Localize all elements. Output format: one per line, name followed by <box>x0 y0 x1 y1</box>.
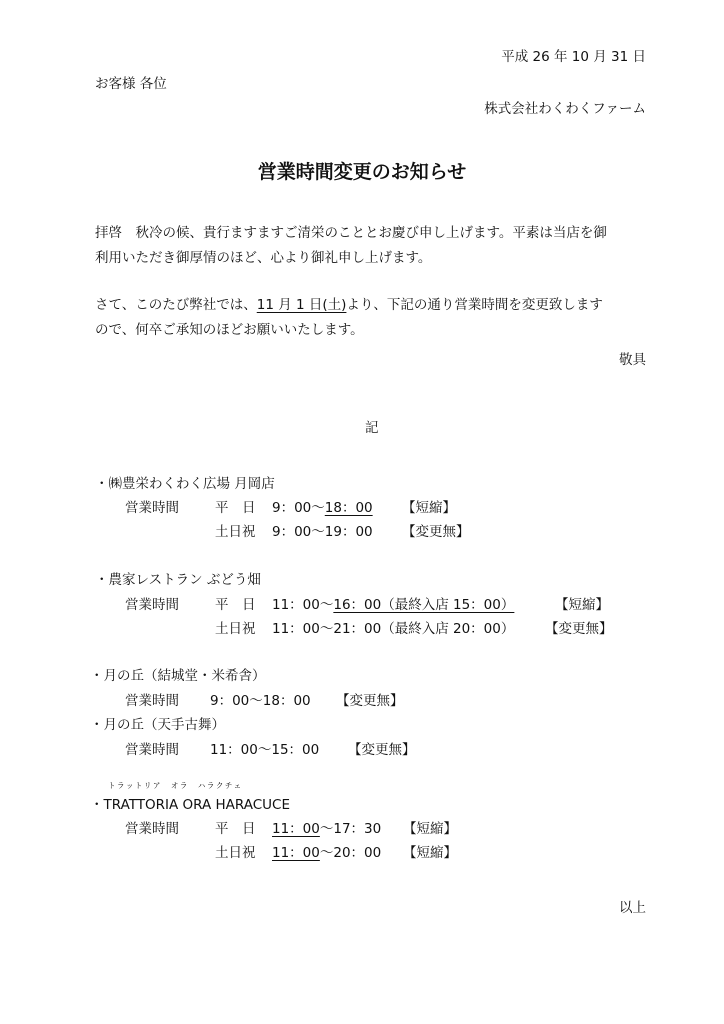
store-4-name: ・月の丘（天手古舞） <box>90 717 225 733</box>
store-1-weekend-tag: 【変更無】 <box>402 524 470 540</box>
paragraph-2-line-1 <box>95 293 603 313</box>
store-2-weekend-tag: 【変更無】 <box>545 621 613 637</box>
store-5-weekday-start: 11：00 <box>272 821 320 837</box>
store-1-hours-label: 営業時間 <box>125 500 179 516</box>
change-date: 11 月 1 日(土) <box>256 297 347 313</box>
store-5-weekday-end: 〜17：30 <box>319 821 382 837</box>
store-5-weekend-time <box>272 841 381 861</box>
store-2-weekend-time: 11：00〜21：00（最終入店 20：00） <box>272 621 515 637</box>
store-2-weekday-end: 16：00（最終入店 15：00） <box>333 597 515 613</box>
store-2-weekday-label: 平 日 <box>215 597 256 613</box>
store-5-weekend-tag: 【短縮】 <box>403 845 457 861</box>
sender: 株式会社わくわくファーム <box>484 101 646 117</box>
store-2-name: ・農家レストラン ぶどう畑 <box>95 572 261 588</box>
ki-heading: 記 <box>365 420 379 436</box>
store-3-hours-label: 営業時間 <box>125 693 179 709</box>
store-5-hours-label: 営業時間 <box>125 821 179 837</box>
store-1-weekday-start: 9：00〜 <box>272 500 325 516</box>
closing-ijou: 以上 <box>619 900 646 916</box>
store-5-name: ・TRATTORIA ORA HARACUCE <box>90 797 291 813</box>
store-1-weekend-label: 土日祝 <box>215 524 256 540</box>
store-4-hours-label: 営業時間 <box>125 742 179 758</box>
store-3-name: ・月の丘（結城堂・米希舎） <box>90 668 266 684</box>
store-1-name: ・㈱豊栄わくわく広場 月岡店 <box>95 476 275 492</box>
store-2-weekend-label: 土日祝 <box>215 621 256 637</box>
store-3-time: 9：00〜18：00 <box>210 693 311 709</box>
paragraph-1-line-1: 拝啓 秋冷の候、貴行ますますご清栄のこととお慶び申し上げます。平素は当店を御 <box>95 225 607 241</box>
store-5-weekend-label: 土日祝 <box>215 845 256 861</box>
store-2-weekday-time <box>272 593 514 613</box>
paragraph-2-line-2: ので、何卒ご承知のほどお願いいたします。 <box>95 322 364 338</box>
store-1-weekday-end: 18：00 <box>324 500 373 516</box>
store-2-weekday-start: 11：00〜 <box>272 597 334 613</box>
store-3-tag: 【変更無】 <box>336 693 404 709</box>
store-5-ruby: トラットリア オラ ハラクチェ <box>108 781 243 790</box>
store-2-hours-label: 営業時間 <box>125 597 179 613</box>
store-5-weekend-end: 〜20：00 <box>319 845 382 861</box>
store-1-weekday-time <box>272 496 373 516</box>
paragraph-1-line-2: 利用いただき御厚情のほど、心より御礼申し上げます。 <box>95 250 432 266</box>
store-1-weekday-label: 平 日 <box>215 500 256 516</box>
store-2-weekday-tag: 【短縮】 <box>555 597 609 613</box>
store-1-weekend-time: 9：00〜19：00 <box>272 524 373 540</box>
store-5-weekday-time <box>272 817 381 837</box>
store-5-weekend-start: 11：00 <box>272 845 320 861</box>
date: 平成 26 年 10 月 31 日 <box>501 49 646 65</box>
store-4-tag: 【変更無】 <box>348 742 416 758</box>
paragraph-2-intro: さて、このたび弊社では、 <box>95 297 257 313</box>
store-4-time: 11：00〜15：00 <box>210 742 320 758</box>
page-title: 営業時間変更のお知らせ <box>257 161 467 183</box>
store-5-weekday-label: 平 日 <box>215 821 256 837</box>
store-1-weekday-tag: 【短縮】 <box>402 500 456 516</box>
store-5-weekday-tag: 【短縮】 <box>403 821 457 837</box>
recipient: お客様 各位 <box>95 76 167 92</box>
closing-keigu: 敬具 <box>619 352 646 368</box>
paragraph-2-rest: より、下記の通り営業時間を変更致します <box>346 297 603 313</box>
